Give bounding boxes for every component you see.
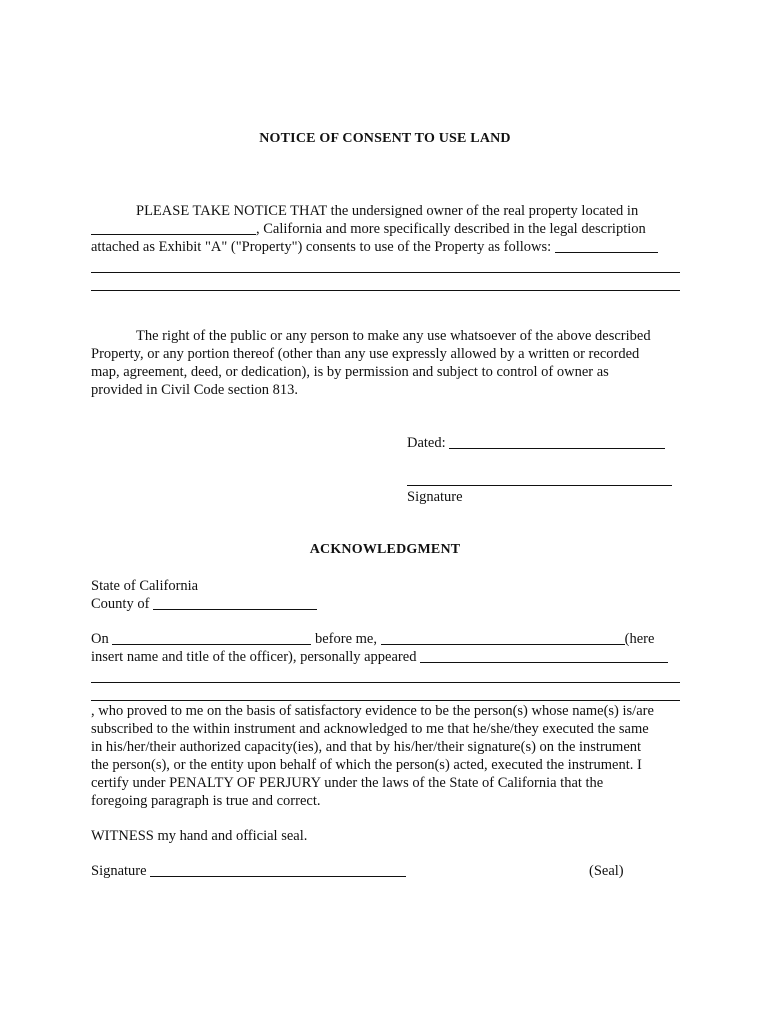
seal-label: (Seal) <box>589 863 624 879</box>
ack-body-line-5: certify under PENALTY OF PERJURY under the laws of the State of California that the <box>91 775 604 791</box>
owner-signature-line[interactable] <box>407 485 672 486</box>
rights-line-2: Property, or any portion thereof (other than any use expressly allowed by a written or recorded <box>91 346 640 362</box>
here-label: (here <box>624 631 655 647</box>
dated-row <box>407 434 665 452</box>
appeared-line-3[interactable] <box>91 700 680 701</box>
notice-line-3 <box>91 238 658 256</box>
appeared-blank[interactable] <box>420 648 668 663</box>
rights-line-4: provided in Civil Code section 813. <box>91 382 299 398</box>
county-row <box>91 595 317 613</box>
use-description-line-2[interactable] <box>91 272 680 273</box>
ack-body-line-3: in his/her/their authorized capacity(ies), and that by his/her/their signature(s) on the instrument <box>91 739 642 755</box>
county-blank[interactable] <box>153 595 317 610</box>
notice-line-3-text: attached as Exhibit "A" ("Property") consents to use of the Property as follows: <box>91 239 552 255</box>
location-blank[interactable] <box>91 220 256 235</box>
appeared-line-2[interactable] <box>91 682 680 683</box>
rights-line-1: The right of the public or any person to make any use whatsoever of the above described <box>136 328 651 344</box>
ack-body-line-2: subscribed to the within instrument and acknowledged to me that he/she/they executed the same <box>91 721 649 737</box>
ack-body-line-6: foregoing paragraph is true and correct. <box>91 793 321 809</box>
state-label: State of California <box>91 578 199 594</box>
notary-signature-label: Signature <box>91 863 147 879</box>
ack-body-line-1: , who proved to me on the basis of satisfactory evidence to be the person(s) whose name(s) is/are <box>91 703 654 719</box>
insert-row <box>91 648 668 666</box>
date-blank[interactable] <box>112 630 311 645</box>
notice-line-1: PLEASE TAKE NOTICE THAT the undersigned owner of the real property located in <box>136 203 639 219</box>
on-label: On <box>91 631 109 647</box>
document-title: NOTICE OF CONSENT TO USE LAND <box>259 131 511 146</box>
notice-line-2-text: , California and more specifically described in the legal description <box>256 221 646 237</box>
rights-line-3: map, agreement, deed, or dedication), is by permission and subject to control of owner as <box>91 364 609 380</box>
use-description-line-3[interactable] <box>91 290 680 291</box>
notary-signature-blank[interactable] <box>150 862 406 877</box>
notary-signature-row <box>91 862 406 880</box>
acknowledgment-heading: ACKNOWLEDGMENT <box>309 542 461 557</box>
owner-signature-label: Signature <box>407 489 463 505</box>
dated-blank[interactable] <box>449 434 665 449</box>
on-row <box>91 630 654 648</box>
dated-label: Dated: <box>407 435 446 451</box>
before-me-label: before me, <box>314 631 377 647</box>
ack-body-line-4: the person(s), or the entity upon behalf of which the person(s) acted, executed the instrument. I <box>91 757 642 773</box>
notice-line-2 <box>91 220 646 238</box>
insert-line-text: insert name and title of the officer), personally appeared <box>91 649 417 665</box>
witness-text: WITNESS my hand and official seal. <box>91 828 308 844</box>
officer-blank[interactable] <box>381 630 625 645</box>
county-label: County of <box>91 596 150 612</box>
use-description-blank[interactable] <box>555 238 658 253</box>
